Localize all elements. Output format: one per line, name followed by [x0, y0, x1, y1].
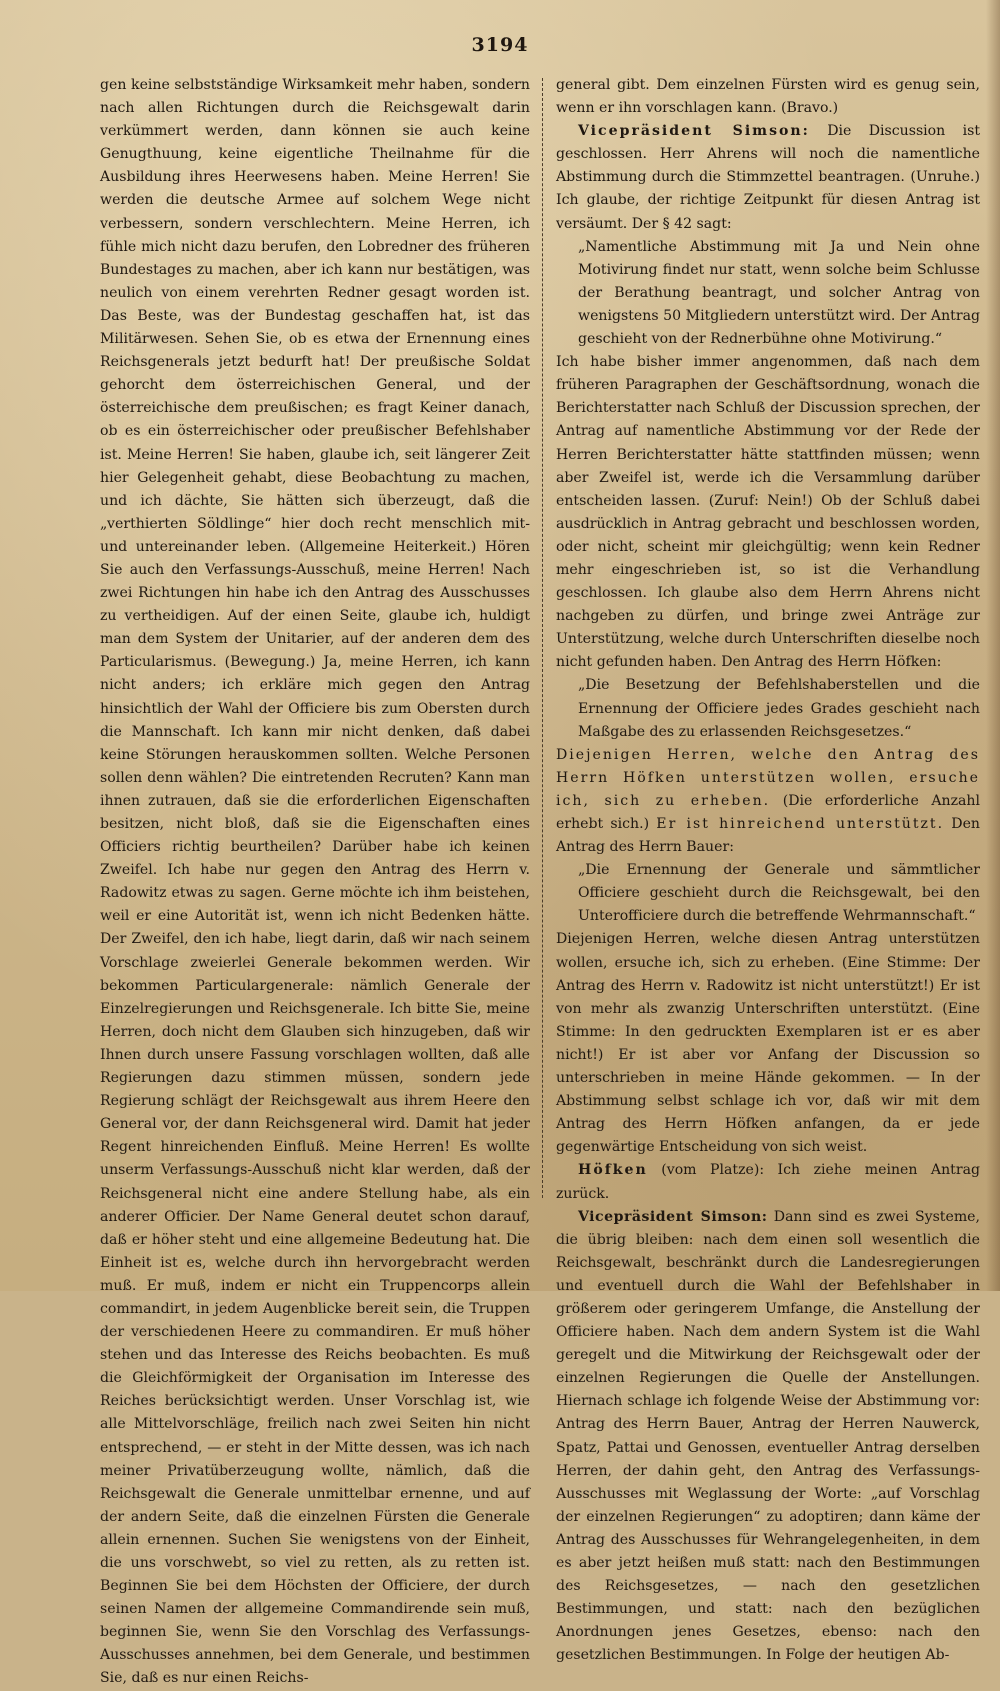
paragraph-bauer-support: Diejenigen Herren, welche diesen Antrag unterstützen wollen, ersuche ich, sich zu erheben. (Eine Stimme: Der Antrag des Herrn v. Radowitz ist nicht unterstützt!) Er ist von mehr als zwanzig Unterschriften unterstützt. (Eine Stimme: In den gedruckten Exemplaren ist er es aber nicht!) Er ist aber vor Anfang der Discussion so unterschrieben in meine Hände gekommen. — In der Abstimmung selbst schlage ich vor, daß wir mit dem Antrag des Herrn Höfken anfangen, da er jede gegenwärtige Entscheidung von sich weist.	[556, 931, 980, 1156]
spaced-text-supported: Er ist hinreichend unterstützt.	[656, 816, 945, 832]
speech-simson-1	[556, 120, 980, 235]
speaker-name: Vicepräsident Simson:	[578, 123, 810, 140]
page-number: 3194	[471, 34, 529, 56]
column-divider	[542, 78, 543, 1198]
quote-hoefken-motion: „Die Besetzung der Befehlshaberstellen und die Ernennung der Officiere jedes Grades geschieht nach Maßgabe des zu erlassenden Reichsgesetzes.“	[578, 677, 980, 740]
speaker-name: Vicepräsident Simson:	[578, 1208, 768, 1225]
speech-text: Dann sind es zwei Systeme, die übrig bleiben: nach dem einen soll wesentlich die Reichsgewalt, beschränkt durch die Landesregierungen und eventuell durch die Wahl der Befehlshaber in größerem oder geringerem Umfange, die Anstellung der Officiere haben. Nach dem andern System ist die Wahl geregelt und die Mitwirkung der Reichsgewalt oder der einzelnen Regierungen die Quelle der Anstellungen. Hiernach schlage ich folgende Weise der Abstimmung vor: Antrag des Herrn Bauer, Antrag der Herren Nauwerck, Spatz, Pattai und Genossen, eventueller Antrag derselben Herren, der dahin geht, den Antrag des Verfassungs-Ausschusses mit Weglassung der Worte: „auf Vorschlag der einzelnen Regierungen“ zu adoptiren; dann käme der Antrag des Ausschusses für Wehrangelegenheiten, in dem es aber jetzt heißen muß statt: nach den Bestimmungen des Reichsgesetzes, — nach den gesetzlichen Bestimmungen, und statt: nach den bezüglichen Anordnungen jenes Gesetzes, ebenso: nach den gesetzlichen Bestimmungen. In Folge der heutigen Ab-	[556, 1208, 980, 1664]
paragraph-rules-discussion: Ich habe bisher immer angenommen, daß nach dem früheren Paragraphen der Geschäftsordnung, wonach die Berichterstatter nach Schluß der Discussion sprechen, der Antrag auf namentliche Abstimmung vor der Rede der Herren Berichterstatter hätte stattfinden müssen; wenn aber Zweifel ist, werde ich die Versammlung darüber entscheiden lassen. (Zuruf: Nein!) Ob der Schluß dabei ausdrücklich in Antrag gebracht und beschlossen worden, oder nicht, scheint mir gleichgültig; wenn kein Redner mehr eingeschrieben ist, so ist die Verhandlung geschlossen. Ich glaube also dem Herrn Ahrens nicht nachgeben zu dürfen, und bringe zwei Anträge zur Unterstützung, welche durch Unterschriften dieselbe noch nicht gefunden haben. Den Antrag des Herrn Höfken:	[556, 354, 980, 671]
page-edge-shadow	[986, 0, 1000, 1291]
left-column-text: gen keine selbstständige Wirksamkeit mehr haben, sondern nach allen Richtungen durch die Reichsgewalt darin verkümmert werden, dann können sie auch keine Genugthuung, keine eigentliche Theilnahme für die Ausbildung ihres Heerwesens haben. Meine Herren! Sie werden die deutsche Armee auf solchem Wege nicht verbessern, sondern verschlechtern. Meine Herren, ich fühle mich nicht dazu berufen, den Lobredner des früheren Bundestages zu machen, aber ich kann nur bestätigen, was neulich von einem verehrten Redner gesagt worden ist. Das Beste, was der Bundestag geschaffen hat, ist das Militärwesen. Sehen Sie, ob es etwa der Ernennung eines Reichsgenerals jetzt bedurft hat! Der preußische Soldat gehorcht dem österreichischen General, und der österreichische dem preußischen; es fragt Keiner danach, ob es ein österreichischer oder preußischer Befehlshaber ist. Meine Herren! Sie haben, glaube ich, seit längerer Zeit hier Gelegenheit gehabt, diese Beobachtung zu machen, und ich dächte, Sie hätten sich überzeugt, daß die „verthierten Söldlinge“ hier doch recht menschlich mit- und untereinander leben. (Allgemeine Heiterkeit.) Hören Sie auch den Verfassungs-Ausschuß, meine Herren! Nach zwei Richtungen hin habe ich den Antrag des Ausschusses zu vertheidigen. Auf der einen Seite, glaube ich, huldigt man dem System der Unitarier, auf der anderen dem des Particularismus. (Bewegung.) Ja, meine Herren, ich kann nicht anders; ich erkläre mich gegen den Antrag hinsichtlich der Wahl der Officiere bis zum Obersten durch die Mannschaft. Ich kann mir nicht denken, daß dabei keine Störungen herauskommen sollten. Welche Personen sollen denn wählen? Die eintretenden Recruten? Kann man ihnen zutrauen, daß sie die erforderlichen Eigenschaften besitzen, nicht bloß, daß sie die Eigenschaften eines Officiers richtig beurtheilen? Darüber habe ich keinen Zweifel. Ich habe nur gegen den Antrag des Herrn v. Radowitz etwas zu sagen. Gerne möchte ich ihm beistehen, weil er eine Autorität ist, wenn ich nicht Bedenken hätte. Der Zweifel, den ich habe, liegt darin, daß wir nach seinem Vorschlage zweierlei Generale bekommen werden. Wir bekommen Particulargenerale: nämlich Generale der Einzelregierungen und Reichsgenerale. Ich bitte Sie, meine Herren, doch nicht dem Glauben sich hinzugeben, daß wir Ihnen durch unsere Fassung vorschlagen wollten, daß alle Regierungen dazu stimmen müssen, sondern jede Regierung schlägt der Reichsgewalt aus ihrem Heere den General vor, der dann Reichsgeneral wird. Damit hat jeder Regent hinreichenden Einfluß. Meine Herren! Es wollte unserm Verfassungs-Ausschuß nicht klar werden, daß der Reichsgeneral nicht eine andere Stellung habe, als ein anderer Officier. Der Name General deutet schon darauf, daß er höher steht und eine allgemeine Bedeutung hat. Die Einheit ist es, welche durch ihn hervorgebracht werden muß. Er muß, indem er nicht ein Truppencorps allein commandirt, in jedem Augenblicke bereit sein, die Truppen der verschiedenen Heere zu commandiren. Er muß höher stehen und das Interesse des Reichs beobachten. Es muß die Gleichförmigkeit der Organisation im Interesse des Reiches berücksichtigt werden. Unser Vorschlag ist, wie alle Mittelvorschläge, freilich nach zwei Seiten hin nicht entsprechend, — er steht in der Mitte dessen, was ich nach meiner Privatüberzeugung wollte, nämlich, daß die Reichsgewalt die Generale unmittelbar ernenne, und auf der andern Seite, daß die einzelnen Fürsten die Generale allein ernennen. Suchen Sie wenigstens von der Einheit, die uns vorschwebt, so viel zu retten, als zu retten ist. Beginnen Sie bei dem Höchsten der Officiere, der durch seinen Namen der allgemeine Commandirende sein muß, beginnen Sie, wenn Sie den Vorschlag des Verfassungs-Ausschusses annehmen, bei dem Generale, und bestimmen Sie, daß es nur einen Reichs-	[100, 77, 530, 1687]
speech-text: (vom Platze): Ich ziehe meinen Antrag zurück.	[556, 1162, 980, 1202]
speech-simson-2	[556, 1206, 980, 1668]
paragraph-hoefken-support	[556, 744, 980, 859]
quote-bauer-motion: „Die Ernennung der Generale und sämmtlicher Officiere geschieht durch die Reichsgewalt, bei den Unterofficiere durch die betreffende Wehrmannschaft.“	[578, 862, 980, 925]
left-column	[100, 74, 530, 1687]
paragraph-continuation: general gibt. Dem einzelnen Fürsten wird es genug sein, wenn er ihn vorschlagen kann. (Bravo.)	[556, 77, 980, 117]
parenthetical-text: (Die erforderliche Anzahl erhebt sich.)	[556, 792, 981, 832]
speech-text: Die Discussion ist geschlossen. Herr Ahrens will noch die namentliche Abstimmung durch die Stimmzettel beantragen. (Unruhe.) Ich glaube, der richtige Zeitpunkt für diesen Antrag ist versäumt. Der § 42 sagt:	[556, 123, 980, 232]
speech-hoefken	[556, 1159, 980, 1205]
right-column	[556, 74, 981, 1664]
speaker-name: Höfken	[578, 1162, 648, 1179]
paragraph-end-text: Den Antrag des Herrn Bauer:	[556, 816, 980, 856]
spaced-text-request: Diejenigen Herren, welche den Antrag des Herrn Höfken unterstützen wollen, ersuche ich, sich zu erheben.	[556, 746, 980, 809]
quote-paragraph-42: „Namentliche Abstimmung mit Ja und Nein ohne Motivirung findet nur statt, wenn solche beim Schlusse der Berathung beantragt, und solcher Antrag von wenigstens 50 Mitgliedern unterstützt wird. Der Antrag geschieht von der Rednerbühne ohne Motivirung.“	[578, 238, 980, 348]
